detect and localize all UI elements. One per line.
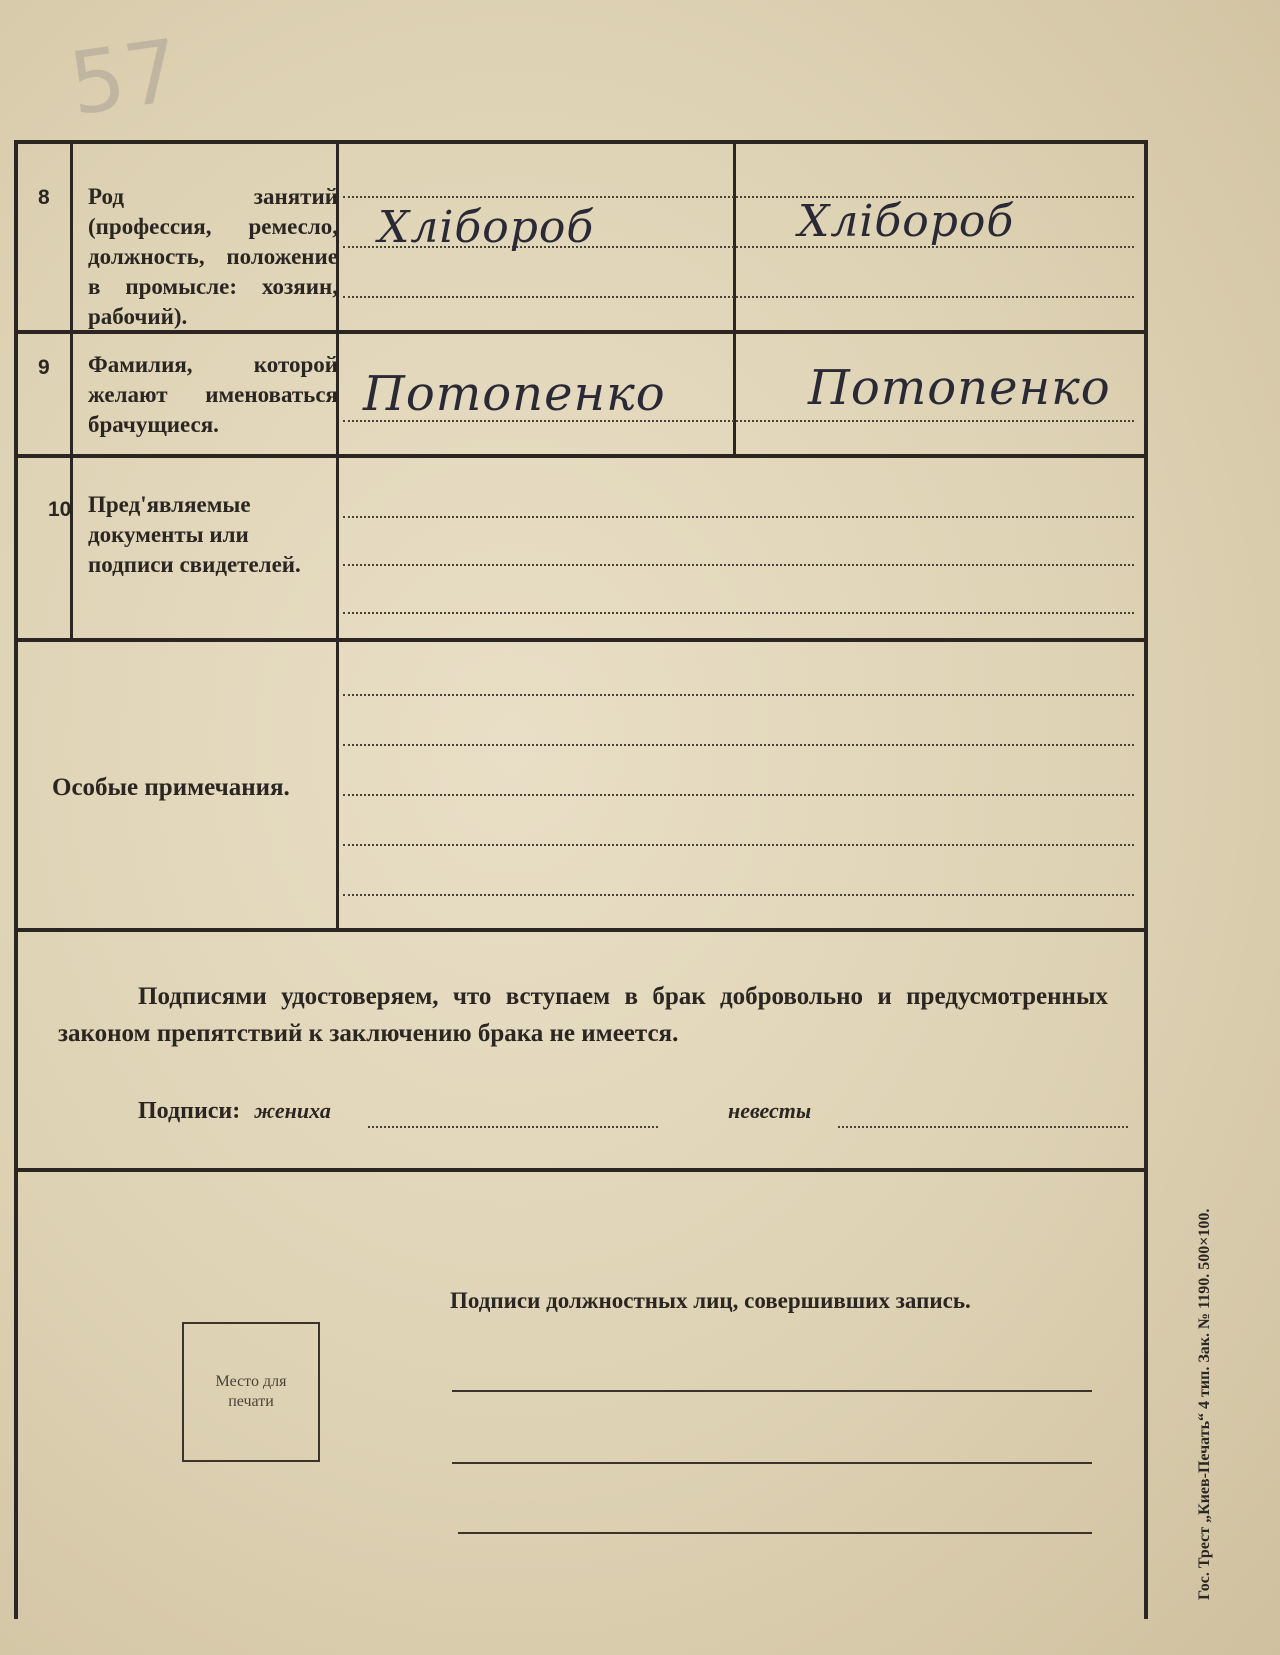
groom-signature-label: жениха: [254, 1098, 331, 1123]
row-label: Пред'являемые документы или подписи свидетелей.: [88, 492, 301, 577]
row-declaration: [18, 928, 1144, 1172]
bride-signature-label: невесты: [728, 1098, 812, 1123]
row-label: Род занятий (профессия, ремесло, должность, положение в промысле: хозяин, рабочий).: [88, 184, 338, 329]
groom-signature-line: [368, 1126, 658, 1128]
signatures-label: Подписи:: [138, 1098, 241, 1124]
bride-occupation: Хлібороб: [798, 196, 1015, 247]
bride-surname: Потопенко: [808, 360, 1111, 416]
row-number: 10: [48, 498, 72, 521]
row-documents: [18, 454, 1144, 642]
signature-row: [138, 1098, 1128, 1138]
printer-imprint: Гос. Трест „Киев-Печать“ 4 тип. Зак. № 1190. 500×100.: [1196, 1208, 1213, 1600]
groom-surname: Потопенко: [363, 366, 666, 422]
row-number: 8: [38, 186, 50, 209]
stamp-placeholder: [182, 1322, 320, 1462]
declaration-text: Подписями удостоверяем, что вступаем в брак добровольно и предусмотренных законом препятствий к заключению брака не имеется.: [58, 983, 1108, 1047]
row-special-notes: [18, 638, 1144, 932]
stamp-text: Место для печати: [215, 1373, 287, 1410]
official-signature-line: [452, 1462, 1092, 1464]
bride-signature-line: [838, 1126, 1128, 1128]
row-surname: [18, 330, 1144, 458]
row-label: Фамилия, которой желают именоваться брачущиеся.: [88, 352, 338, 437]
row-occupation: [18, 144, 1144, 334]
archive-number: 57: [63, 20, 186, 136]
groom-occupation: Хлібороб: [378, 202, 595, 253]
special-notes-label: Особые примечания.: [52, 774, 290, 801]
official-signature-line: [458, 1532, 1092, 1534]
officials-signatures-label: Подписи должностных лиц, совершивших запись.: [450, 1288, 971, 1313]
official-signature-line: [452, 1390, 1092, 1392]
row-number: 9: [38, 356, 50, 379]
